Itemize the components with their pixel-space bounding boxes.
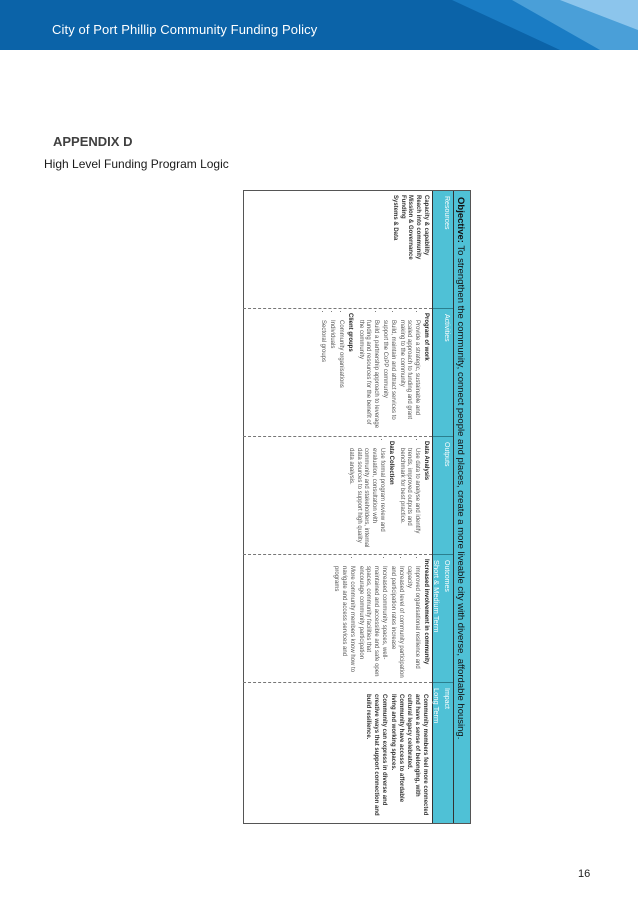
resource-item: Mission & Governance [407,195,414,260]
list-item: • Community organisations [336,320,344,432]
outcomes-title: Increased involvement in community [423,559,429,665]
client-groups-title: Client groups [346,313,353,352]
header-impact-label: Impact [443,688,450,710]
column-headers [432,191,453,823]
list-item: • Build a partnership approach to leverage funding and resources for the benefit of the community [356,320,379,432]
objective-text: To strengthen the community, connect people and places, create a more liveable city with diverse, affordable housing. [455,242,466,740]
objective-row [453,191,470,823]
list-item: Community have access to affordable living and working spaces. [389,694,404,803]
program-logic-table [243,190,471,824]
list-item: • Sectoral groups [319,320,327,432]
program-of-work-title: Program of work [423,313,429,361]
page-header-banner [0,0,638,50]
appendix-label: APPENDIX D [53,134,133,149]
header-outputs [433,437,453,555]
impact-column [243,683,432,823]
list-item: Community can express in diverse and creative ways that support connection and build resilience. [365,694,388,816]
header-outcomes-label: Outcomes [443,560,450,592]
list-item: • Increased community spaces, well-maintained and accessible and safe open spaces, community facilities that encourage community participation [356,566,387,678]
list-item: • Provide a strategic, sustainable and scaled approach to funding and grant making to the community [397,320,420,432]
header-outcomes-sub: Short & Medium Term [432,560,441,633]
list-item: • Use data to analyse and identify trends, improved outputs and benchmark for best practice. [397,448,420,550]
program-of-work-list [356,313,420,432]
header-resources-label: Resources [443,196,450,230]
resource-item: Funding [399,195,406,219]
appendix-subtitle: High Level Funding Program Logic [44,157,229,171]
list-item: • Improved organisational resilience and capacity [405,566,421,678]
header-resources [433,191,453,309]
outcomes-list [331,559,420,678]
data-collection-title: Data Collection [387,441,394,485]
list-item: • More community members know how to navigate and access services and programs [331,566,354,678]
resource-item: Reach into community [415,195,422,260]
activities-column [243,309,432,437]
impact-list [364,687,428,819]
table-body [243,191,432,823]
resources-column [243,191,432,309]
resource-item: Capacity & capability [423,195,429,256]
header-activities [433,309,453,437]
header-outcomes [433,555,453,683]
list-item: • Increased level of community participation and participation rates increase [388,566,404,678]
header-activities-label: Activities [443,314,450,342]
list-item: • Build, maintain and attract services to support the CoPP community [380,320,396,432]
list-item: Community members feel more connected and have a sense of belonging, with cultural legacy celebrated. [406,694,428,816]
client-groups-list [319,313,344,432]
program-logic-table-frame [243,190,471,824]
data-analysis-title: Data Analysis [423,441,429,481]
data-collection-list [346,441,385,550]
resource-item: Systems & Data [391,195,398,241]
outcomes-column [243,555,432,683]
header-outputs-label: Outputs [443,442,450,467]
list-item: • Use formal program review and evaluation, consultation with community and stakeholders, internal data sources to support high quality data analysis. [346,448,385,550]
objective-label: Objective: [455,197,466,243]
outputs-column [243,437,432,555]
list-item: • Individuals [327,320,335,432]
data-analysis-list [397,441,420,550]
page-number: 16 [578,868,591,880]
header-impact [433,683,453,823]
document-title: City of Port Phillip Community Funding Policy [52,22,318,37]
header-impact-sub: Long Term [432,688,441,724]
